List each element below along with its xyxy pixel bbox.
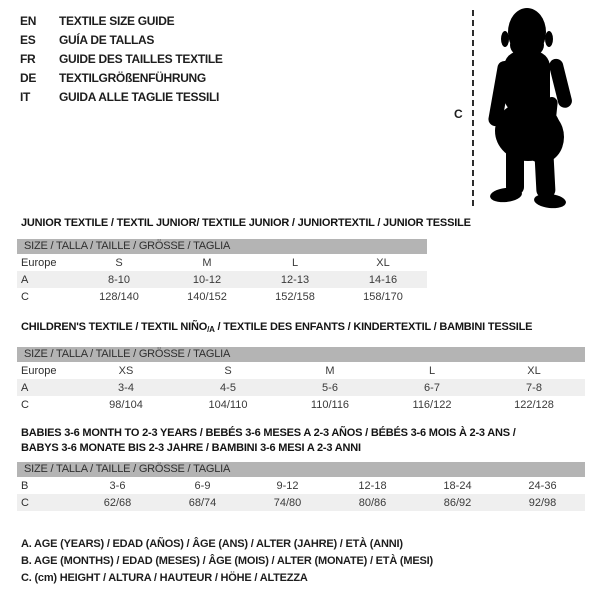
table-cell: 68/74 [188,496,217,509]
lang-label: TEXTILE SIZE GUIDE [59,14,175,28]
row-label: A [21,381,29,394]
junior-size-table [17,254,427,305]
table-row [17,477,585,494]
table-cell: 92/98 [528,496,557,509]
babies-title-line2: BABYS 3-6 MONATE BIS 2-3 JAHRE / BAMBINI 3-6 MESI A 2-3 ANNI [21,442,361,454]
table-cell: 110/116 [310,398,350,411]
table-cell: 18-24 [443,479,472,492]
junior-table [17,239,427,305]
table-cell: XS [118,364,134,377]
footnote-b: B. AGE (MONTHS) / EDAD (MESES) / ÂGE (MOIS) / ALTER (MONATE) / ETÀ (MESI) [21,555,433,567]
table-cell: XL [527,364,541,377]
table-cell: 86/92 [443,496,472,509]
table-cell: 152/158 [275,290,315,303]
table-cell: 140/152 [187,290,227,303]
table-cell: XL [376,256,390,269]
table-cell: 8-10 [107,273,131,286]
lang-row-it [20,88,223,107]
table-cell: 98/104 [109,398,143,411]
table-row [17,254,427,271]
table-cell: 7-8 [526,381,542,394]
table-cell: 5-6 [322,381,338,394]
table-cell: 116/122 [412,398,452,411]
table-row [17,271,427,288]
babies-title-line1: BABIES 3-6 MONTH TO 2-3 YEARS / BEBÉS 3-6 MESES A 2-3 AÑOS / BÉBÉS 3-6 MOIS À 2-3 ANS / [21,427,516,439]
height-measure-label: C [454,107,463,121]
table-cell: 3-4 [118,381,134,394]
lang-row-en [20,12,223,31]
lang-code: FR [20,52,36,66]
table-cell: 62/68 [103,496,132,509]
table-row [17,396,585,413]
table-cell: L [428,364,436,377]
table-cell: 9-12 [276,479,299,492]
children-size-table [17,362,585,413]
title-text: / TEXTILE DES ENFANTS / KINDERTEXTIL / BAMBINI TESSILE [214,321,533,333]
table-cell: 4-5 [220,381,236,394]
table-cell: S [115,256,123,269]
size-header-bar: SIZE / TALLA / TAILLE / GRÖSSE / TAGLIA [17,462,585,477]
children-table-title [21,320,532,335]
table-cell: 122/128 [514,398,554,411]
table-cell: L [291,256,299,269]
babies-table-title [21,426,516,456]
lang-code: IT [20,90,31,104]
lang-label: GUIDE DES TAILLES TEXTILE [59,52,223,66]
table-row [17,494,585,511]
table-cell: 14-16 [368,273,398,286]
table-cell: 24-36 [528,479,557,492]
footnote-a: A. AGE (YEARS) / EDAD (AÑOS) / ÂGE (ANS) / ALTER (JAHRE) / ETÀ (ANNI) [21,538,403,550]
lang-code: EN [20,14,37,28]
lang-code: DE [20,71,37,85]
lang-label: GUÍA DE TALLAS [59,33,155,47]
row-label: Europe [21,256,57,269]
language-list [20,12,223,107]
title-text: CHILDREN'S TEXTILE / TEXTIL NIÑO [21,321,208,333]
table-cell: 6-7 [424,381,440,394]
row-label: C [21,290,29,303]
row-label: C [21,398,29,411]
lang-label: TEXTILGRÖßENFÜHRUNG [59,71,206,85]
table-cell: 12-13 [280,273,310,286]
table-cell: 6-9 [194,479,211,492]
table-cell: M [202,256,212,269]
table-row [17,288,427,305]
size-header-bar: SIZE / TALLA / TAILLE / GRÖSSE / TAGLIA [17,239,427,254]
table-cell: 128/140 [99,290,139,303]
table-row [17,379,585,396]
table-cell: M [325,364,335,377]
row-label: B [21,479,29,492]
table-cell: 104/110 [208,398,248,411]
table-row [17,362,585,379]
lang-label: GUIDA ALLE TAGLIE TESSILI [59,90,220,104]
table-cell: 74/80 [273,496,302,509]
lang-row-fr [20,50,223,69]
title-subscript: /A [207,325,215,334]
table-cell: 12-18 [358,479,387,492]
footnotes [21,536,433,587]
table-cell: 80/86 [358,496,387,509]
babies-table [17,462,585,511]
table-cell: S [224,364,232,377]
children-table [17,347,585,413]
table-cell: 158/170 [363,290,403,303]
footnote-c: C. (cm) HEIGHT / ALTURA / HAUTEUR / HÖHE / ALTEZZA [21,572,308,584]
lang-row-de [20,69,223,88]
row-label: A [21,273,29,286]
height-measure-dashed-line [472,10,474,206]
lang-row-es [20,31,223,50]
size-header-bar: SIZE / TALLA / TAILLE / GRÖSSE / TAGLIA [17,347,585,362]
table-cell: 10-12 [192,273,222,286]
row-label: C [21,496,29,509]
babies-size-table [17,477,585,511]
lang-code: ES [20,33,36,47]
table-cell: 3-6 [109,479,126,492]
toddler-silhouette-icon [486,5,578,211]
junior-table-title: JUNIOR TEXTILE / TEXTIL JUNIOR/ TEXTILE JUNIOR / JUNIORTEXTIL / JUNIOR TESSILE [21,217,471,229]
row-label: Europe [21,364,57,377]
